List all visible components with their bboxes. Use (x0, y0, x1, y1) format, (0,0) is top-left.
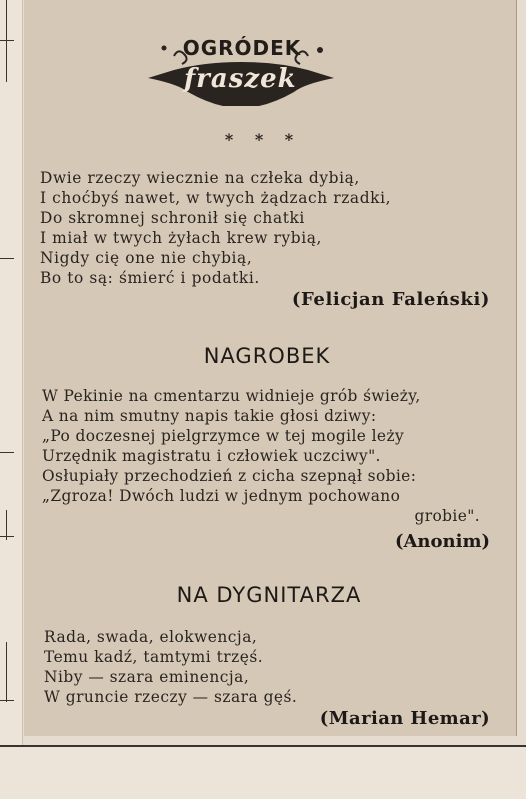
poem-title: NAGROBEK (203, 344, 331, 368)
poem-line: W Pekinie na cmentarzu widnieje grób świeży, (42, 387, 421, 405)
poem-author: (Anonim) (394, 531, 490, 552)
stars-separator: * * * (224, 130, 302, 149)
header-script-word: fraszek (184, 64, 297, 94)
poem-nagrobek (42, 386, 488, 526)
poem-line: Temu kadź, tamtymi trzęś. (44, 648, 264, 666)
poem-line: Urzędnik magistratu i człowiek uczciwy". (42, 447, 381, 465)
adjacent-column-strip (0, 0, 23, 745)
poem-line: „Zgroza! Dwóch ludzi w jednym pochowano (42, 487, 401, 505)
poem-na-dygnitarza (44, 627, 297, 707)
poem-line: Do skromnej schronił się chatki (40, 209, 305, 227)
poem-line: I miał w twych żyłach krew rybią, (40, 229, 323, 247)
poem-line: Bo to są: śmierć i podatki. (40, 269, 260, 287)
poem-author: (Felicjan Faleński) (291, 289, 490, 310)
newspaper-clipping (24, 0, 517, 736)
poem-line: A na nim smutny napis takie głosi dziwy: (42, 407, 377, 425)
poem-line: Rada, swada, elokwencja, (44, 628, 258, 646)
poem-line: Osłupiały przechodzień z cicha szepnął sobie: (42, 467, 417, 485)
poem-line: Niby — szara eminencja, (44, 668, 250, 686)
poem-line: I choćbyś nawet, w twych żądzach rzadki, (40, 189, 392, 207)
poem-untitled (40, 168, 391, 288)
poem-line: grobie". (414, 507, 480, 525)
column-header-logo (144, 36, 338, 106)
poem-line: W gruncie rzeczy — szara gęś. (44, 688, 298, 706)
page-bottom-margin (0, 747, 526, 799)
poem-line: Nigdy cię one nie chybią, (40, 249, 253, 267)
poem-title: NA DYGNITARZA (176, 583, 362, 607)
header-top-word: OGRÓDEK (182, 36, 302, 60)
poem-line: „Po doczesnej pielgrzymce w tej mogile leży (42, 427, 405, 445)
poem-author: (Marian Hemar) (319, 708, 490, 729)
poem-line: Dwie rzeczy wiecznie na człeka dybią, (40, 169, 360, 187)
